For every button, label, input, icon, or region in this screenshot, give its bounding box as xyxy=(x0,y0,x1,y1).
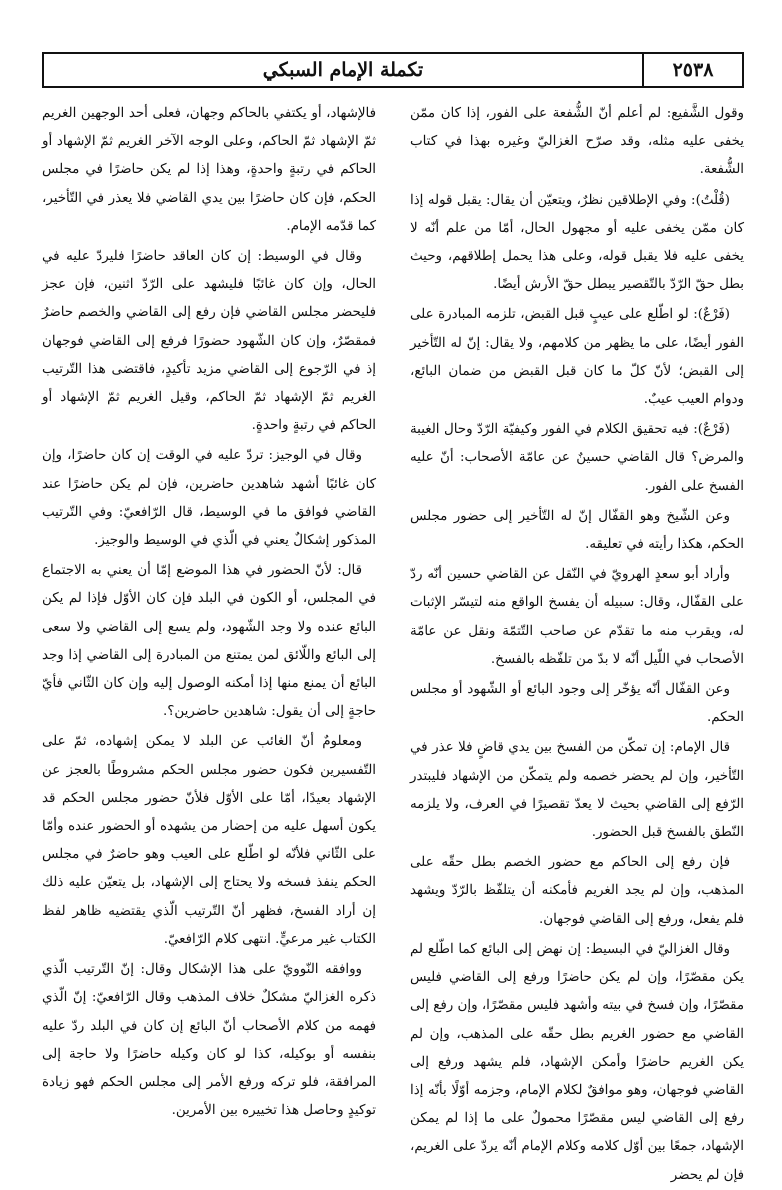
paragraph: (قُلْتُ): وفي الإطلاقين نظرٌ، ويتعيّن أن يقال: يقبل قوله إذا كان ممّن يخفى عليه أو مجهول الحال، أمّا من علم أنّه لا يخفى عليه فلا يقبل قوله، وعلى هذا يحمل إطلاقهم، وحيث بطل حقّ الرّدّ بالتّقصير يبطل حقّ الأرش أيضًا. xyxy=(410,192,744,293)
page-number: ٢٥٣٨ xyxy=(642,54,742,86)
paragraph: وقال في الوجيز: تردّ عليه في الوقت إن كان حاضرًا، وإن كان غائبًا أشهد شاهدين حاضرين، فإن لم يكن حاضرًا عند القاضي فوافق ما في الوسيط، قال الرّافعيّ: وفي التّرتيب المذكور إشكالٌ يعني في الّذي في الوسيط والوجيز. xyxy=(42,448,376,549)
book-title: تكملة الإمام السبكي xyxy=(262,59,424,81)
paragraph: وقال في الوسيط: إن كان العاقد حاضرًا فليردّ عليه في الحال، وإن كان غائبًا فليشهد على الرّدّ اثنين، فإن عجز فليحضر مجلس القاضي فإن رفع إلى القاضي والخصم حاضرٌ فمقصّرٌ، وإن كان الشّهود حضورًا فرفع إلى القاضي فوجهان إذ في الرّجوع إلى القاضي مزيد تأكيدٍ، فاقتضى هذا التّرتيب الغريم ثمّ الإشهاد ثمّ الحاكم، وقيل الغريم ثمّ الإشهاد أو الحاكم في رتبةٍ واحدةٍ. xyxy=(42,249,376,434)
paragraph: ومعلومٌ أنّ الغائب عن البلد لا يمكن إشهاده، ثمّ على التّفسيرين فكون حضور مجلس الحكم مشروطًا بالعجز عن الإشهاد بعيدًا، أمّا على الأوّل فلأنّ حضور مجلس الحكم قد يكون أسهل عليه من إحضار من يشهده أو الحضور عنده وأمّا على الثّاني فلأنّه لو اطّلع على العيب وهو حاضرٌ في مجلس الحكم ينفذ فسخه ولا يحتاج إلى الإشهاد، بل يتعيّن عليه ذلك إن أراد الفسخ، فظهر أنّ التّرتيب الّذي يقتضيه ظاهر لفظ الكتاب غير مرعيٍّ. انتهى كلام الرّافعيّ. xyxy=(42,734,376,947)
paragraph: وقول الشَّفيع: لم أعلم أنّ الشُّفعة على الفور، إذا كان ممّن يخفى عليه مثله، وقد صرّح الغزاليّ وغيره بهذا في كتاب الشُّفعة. xyxy=(410,106,744,178)
paragraph: قال الإمام: إن تمكّن من الفسخ بين يدي قاضٍ فلا عذر في التّأخير، وإن لم يحضر خصمه ولم يتمكّن من الإشهاد فليبتدر الرّفع إلى القاضي بحيث لا يعدّ تقصيرًا في العرف، ولا يلزمه النّطق بالفسخ قبل الحضور. xyxy=(410,740,744,841)
text-columns xyxy=(42,100,744,1183)
paragraph: فإن رفع إلى الحاكم مع حضور الخصم بطل حقّه على المذهب، وإن لم يجد الغريم فأمكنه أن يتلفّظ بالرّدّ ويشهد فلم يفعل، ورفع إلى القاضي فوجهان. xyxy=(410,855,744,927)
running-header xyxy=(42,52,744,88)
paragraph: فالإشهاد، أو يكتفي بالحاكم وجهان، فعلى أحد الوجهين الغريم ثمّ الإشهاد ثمّ الحاكم، وعلى الوجه الآخر الغريم ثمّ الإشهاد أو الحاكم في رتبةٍ واحدةٍ، وهذا إذا لم يكن حاضرًا في مجلس الحكم، فإن كان حاضرًا بين يدي القاضي فلا يعذر في التّأخير، كما قدّمه الإمام. xyxy=(42,106,376,234)
paragraph: (فَرْعٌ): فيه تحقيق الكلام في الفور وكيفيّة الرّدّ وحال الغيبة والمرض؟ قال القاضي حسينٌ عن عامّة الأصحاب: أنّ عليه الفسخ على الفور. xyxy=(410,422,744,494)
paragraph: (فَرْعٌ): لو اطّلع على عيبٍ قبل القبض، تلزمه المبادرة على الفور أيضًا، على ما يظهر من كلامهم، ولا يقال: إنّ له التّأخير إلى القبض؛ لأنّ كلّ ما كان قبل القبض من ضمان البائع، ودوام العيب عيبٌ. xyxy=(410,307,744,408)
paragraph: وعن القفّال أنّه يؤخّر إلى وجود البائع أو الشّهود أو مجلس الحكم. xyxy=(410,682,744,726)
right-column xyxy=(410,100,744,1183)
paragraph: ووافقه النّوويّ على هذا الإشكال وقال: إنّ التّرتيب الّذي ذكره الغزاليّ مشكلٌ خلاف المذهب وقال الرّافعيّ: إنّ الّذي فهمه من كلام الأصحاب أنّ البائع إن كان في البلد ردّ عليه بنفسه أو بوكيله، كذا لو كان وكيله حاضرًا ولا حاجة إلى المرافقة، فلو تركه ورفع الأمر إلى مجلس الحكم فهو زيادة توكيدٍ وحاصل هذا تخييره بين الأمرين. xyxy=(42,962,376,1119)
paragraph: وأراد أبو سعدٍ الهرويّ في النّقل عن القاضي حسين أنّه ردّ على القفّال، وقال: سبيله أن يفسخ الواقع منه لتيسّر الإثبات له، ويقرب منه ما تقدّم عن صاحب التّتمّة ونقل عن عامّة الأصحاب في اللّيل أنّه لا بدّ من تلفّظه بالفسخ. xyxy=(410,567,744,667)
paragraph: وعن الشّيخ وهو القفّال إنّ له التّأخير إلى حضور مجلس الحكم، هكذا رأيته في تعليقه. xyxy=(410,508,744,553)
left-column xyxy=(42,100,376,1119)
paragraph: قال: لأنّ الحضور في هذا الموضع إمّا أن يعني به الاجتماع في المجلس، أو الكون في البلد فإن كان الأوّل فإذا لم يكن البائع عنده ولا وجد الشّهود، ولم يسع إلى القاضي ولا سعى إلى البائع واللّائق لمن يمتنع من المبادرة إلى القاضي إذا وجد البائع أن يمنع منها إذا أمكنه الوصول إليه وإن كان الثّاني فأيّ حاجةٍ إلى أن يقول: شاهدين حاضرين؟. xyxy=(42,563,376,720)
paragraph: وقال الغزاليّ في البسيط: إن نهض إلى البائع كما اطّلع لم يكن مقصّرًا، وإن لم يكن حاضرًا ورفع إلى القاضي فليس مقصّرًا، وإن فسخ في بيته وأشهد فليس مقصّرًا، وإن رفع إلى القاضي مع حضور الغريم بطل حقّه على المذهب، وإن لم يكن الغريم حاضرًا وأمكن الإشهاد، فلم يشهد ورفع إلى القاضي فوجهان، وهو موافقٌ لكلام الإمام، وجزمه أوّلًا بأنّه إذا رفع إلى القاضي ليس مقصّرًا محمولٌ على ما إذا لم يمكن الإشهاد، جمعًا بين أوّل كلامه وكلام الإمام أنّه يردّ على الغريم، فإن لم يحضر xyxy=(410,941,744,1183)
